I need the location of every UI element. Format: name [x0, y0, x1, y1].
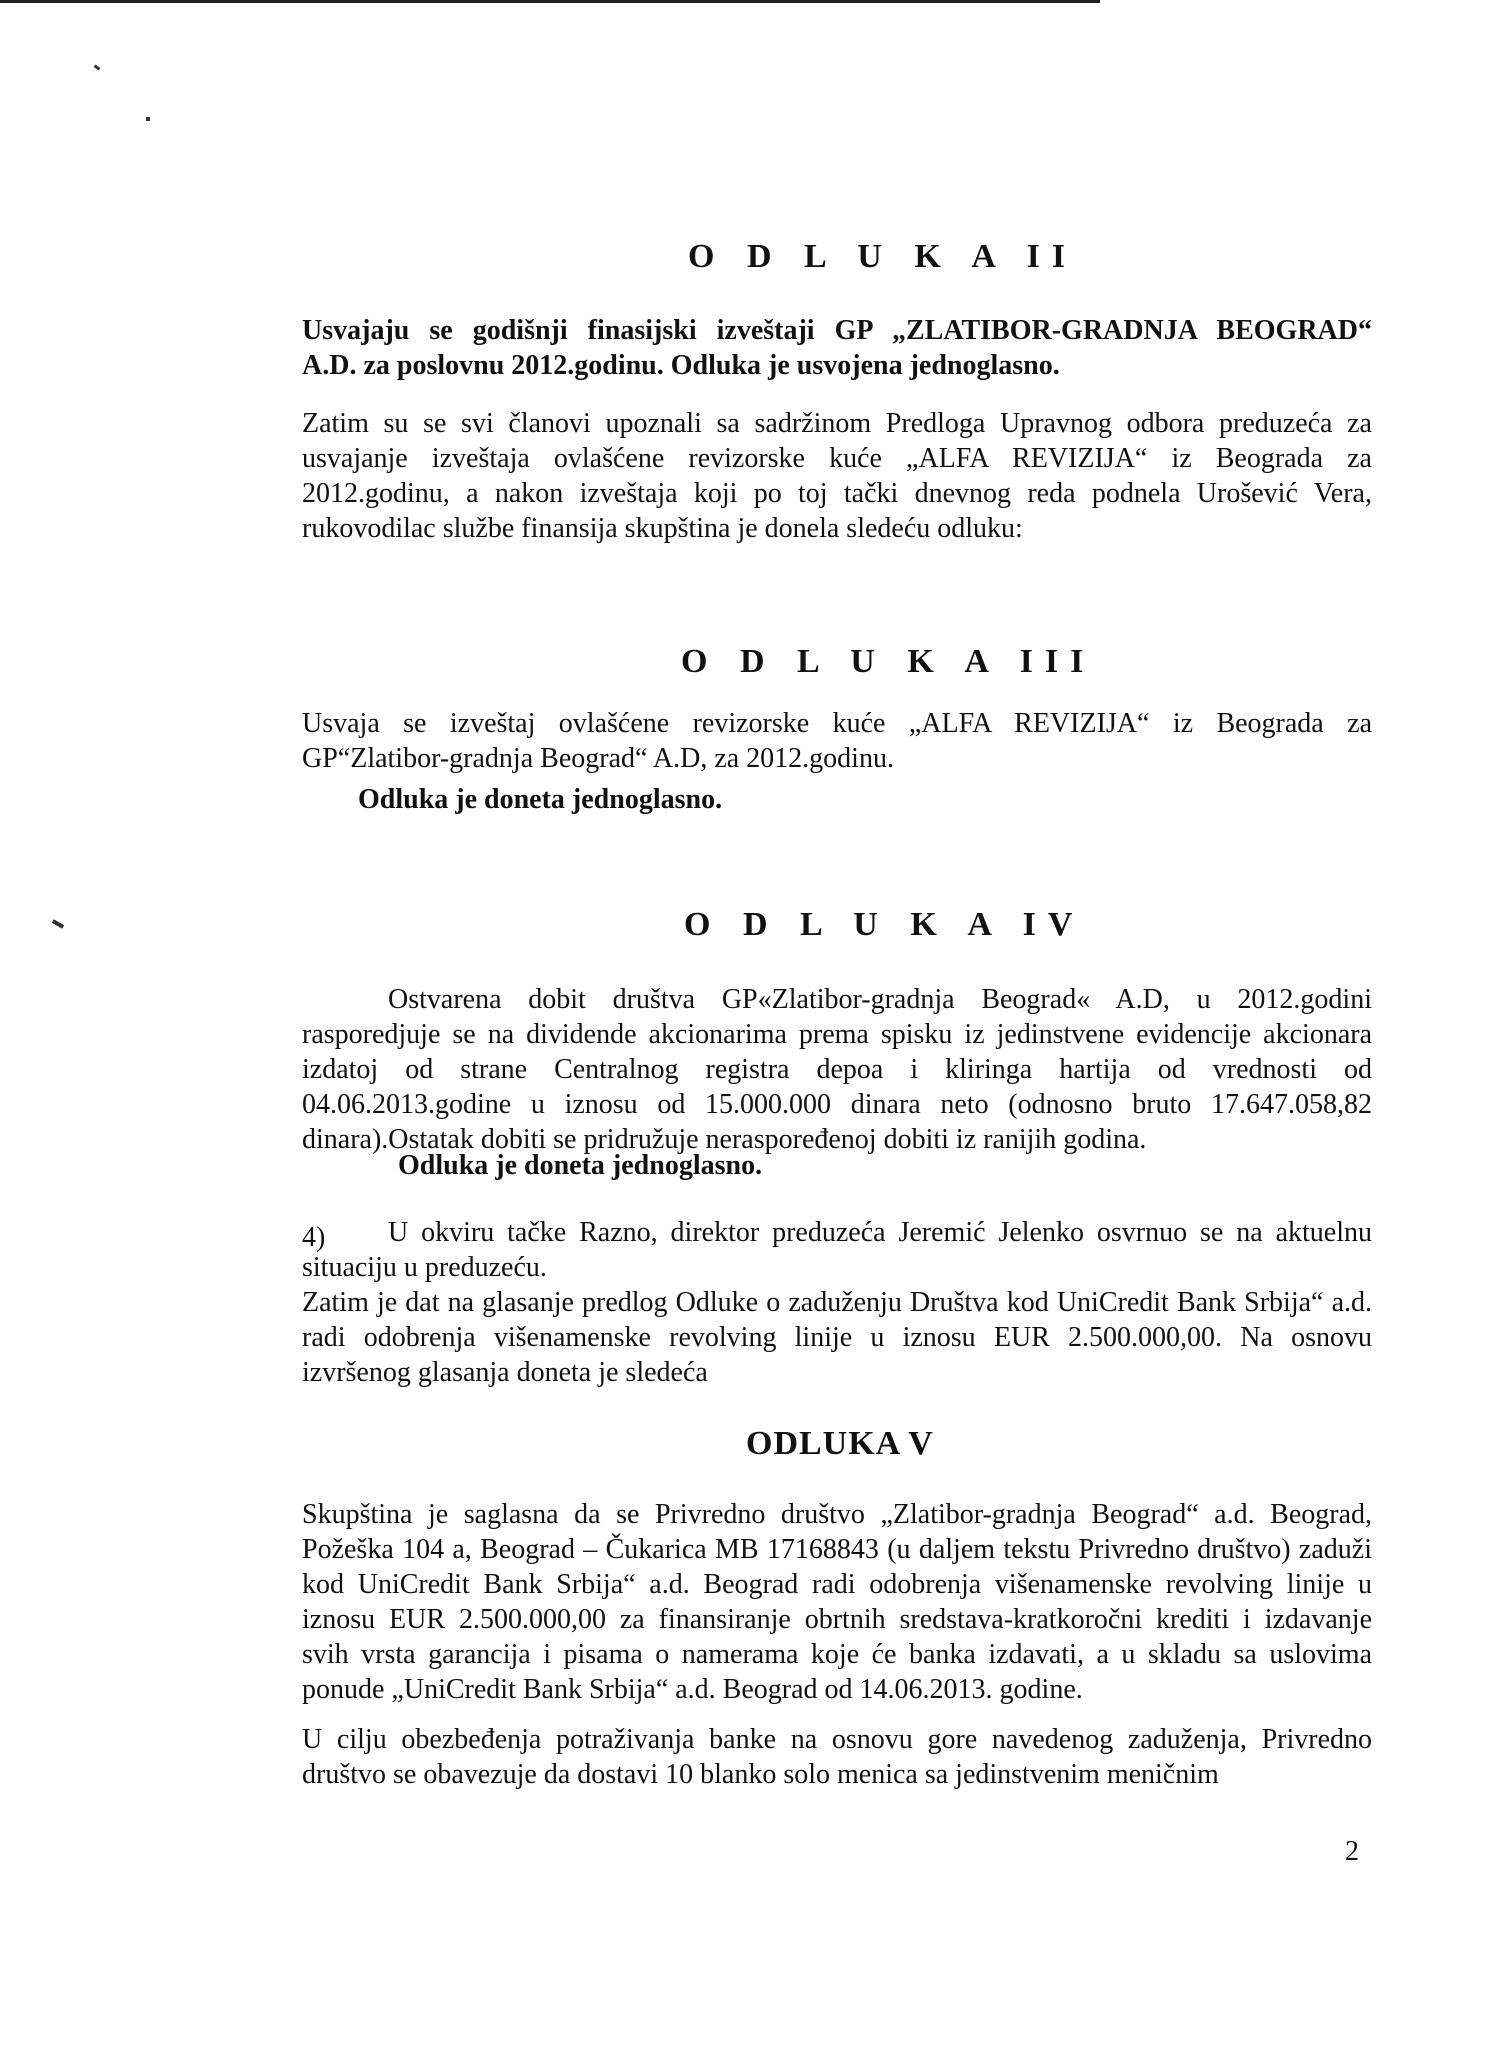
- decision4-line: rasporedjuje se na dividende akcionarima prema spisku iz jedinstvene evidencije akcionara: [302, 1019, 1372, 1050]
- item4-line: izvršenog glasanja doneta je sledeća: [302, 1357, 708, 1388]
- decision4-text: [302, 982, 1372, 1157]
- item4-line: U okviru tačke Razno, direktor preduzeća Jeremić Jelenko osvrnuo se na aktuelnu: [388, 1217, 1372, 1248]
- decision4-line: Ostvarena dobit društva GP«Zlatibor-gradnja Beograd« A.D, u 2012.godini: [388, 984, 1372, 1015]
- intro2-line: Zatim su se svi članovi upoznali sa sadržinom Predloga Upravnog odbora preduzeća za: [302, 408, 1372, 439]
- decision2-title: O D L U K A II: [688, 238, 1078, 275]
- item4-line: situaciju u preduzeću.: [302, 1252, 547, 1283]
- decision3-line: GP“Zlatibor-gradnja Beograd“ A.D, za 2012.godinu.: [302, 743, 894, 774]
- scan-edge-line: [0, 0, 1100, 3]
- decision4-line: 04.06.2013.godine u iznosu od 15.000.000 dinara neto (odnosno bruto 17.647.058,82: [302, 1089, 1372, 1120]
- scan-speck: [52, 919, 64, 928]
- decision5-line: Skupština je saglasna da se Privredno društvo „Zlatibor-gradnja Beograd“ a.d. Beograd,: [302, 1499, 1372, 1530]
- decision3-title: O D L U K A III: [681, 643, 1096, 680]
- item4-line: Zatim je dat na glasanje predlog Odluke o zaduženju Društva kod UniCredit Bank Srbija“ a.d.: [302, 1287, 1372, 1318]
- decision4-title: O D L U K A IV: [684, 906, 1085, 943]
- item4-line: radi odobrenja višenamenske revolving linije u iznosu EUR 2.500.000,00. Na osnovu: [302, 1322, 1372, 1353]
- decision3-text: [302, 706, 1372, 776]
- decision3-result: Odluka je doneta jednoglasno.: [358, 784, 723, 815]
- decision2-line: A.D. za poslovnu 2012.godinu. Odluka je usvojena jednoglasno.: [302, 350, 1060, 381]
- decision5-text: [302, 1497, 1372, 1707]
- decision4-result: Odluka je doneta jednoglasno.: [398, 1150, 763, 1181]
- scan-speck: [146, 117, 150, 121]
- decision2-line: Usvajaju se godišnji finasijski izveštaji GP „ZLATIBOR-GRADNJA BEOGRAD“: [302, 315, 1372, 346]
- decision5-closing: [302, 1722, 1372, 1792]
- item4-number: 4): [302, 1222, 326, 1253]
- page-number: 2: [1345, 1836, 1359, 1867]
- decision5-title: ODLUKA V: [746, 1425, 934, 1462]
- decision5-closing-line: U cilju obezbeđenja potraživanja banke na osnovu gore navedenog zaduženja, Privredno: [302, 1724, 1372, 1755]
- decision5-line: ponude „UniCredit Bank Srbija“ a.d. Beograd od 14.06.2013. godine.: [302, 1674, 1083, 1705]
- decision3-line: Usvaja se izveštaj ovlašćene revizorske kuće „ALFA REVIZIJA“ iz Beograda za: [302, 708, 1372, 739]
- intro2-line: rukovodilac službe finansija skupština je donela sledeću odluku:: [302, 513, 1023, 544]
- decision5-line: svih vrsta garancija i pisama o namerama koje će banka izdavati, a u skladu sa uslovima: [302, 1639, 1372, 1670]
- decision4-line: izdatoj od strane Centralnog registra depoa i kliringa hartija od vrednosti od: [302, 1054, 1372, 1085]
- intro2-line: usvajanje izveštaja ovlašćene revizorske kuće „ALFA REVIZIJA“ iz Beograda za: [302, 443, 1372, 474]
- decision2-text: [302, 313, 1372, 383]
- decision5-line: kod UniCredit Bank Srbija“ a.d. Beograd radi odobrenja višenamenske revolving linije u: [302, 1569, 1372, 1600]
- intro2-text: [302, 406, 1372, 546]
- item4-text: [302, 1215, 1372, 1390]
- decision5-closing-line: društvo se obavezuje da dostavi 10 blanko solo menica sa jedinstvenim meničnim: [302, 1759, 1219, 1790]
- scan-speck: [94, 65, 101, 71]
- decision5-line: iznosu EUR 2.500.000,00 za finansiranje obrtnih sredstava-kratkoročni krediti i izdavanje: [302, 1604, 1372, 1635]
- decision5-line: Požeška 104 a, Beograd – Čukarica MB 17168843 (u daljem tekstu Privredno društvo) zaduži: [302, 1534, 1372, 1565]
- intro2-line: 2012.godinu, a nakon izveštaja koji po toj tački dnevnog reda podnela Urošević Vera,: [302, 478, 1372, 509]
- decision4-line: dinara).Ostatak dobiti se pridružuje neraspoređenoj dobiti iz ranijih godina.: [302, 1124, 1147, 1155]
